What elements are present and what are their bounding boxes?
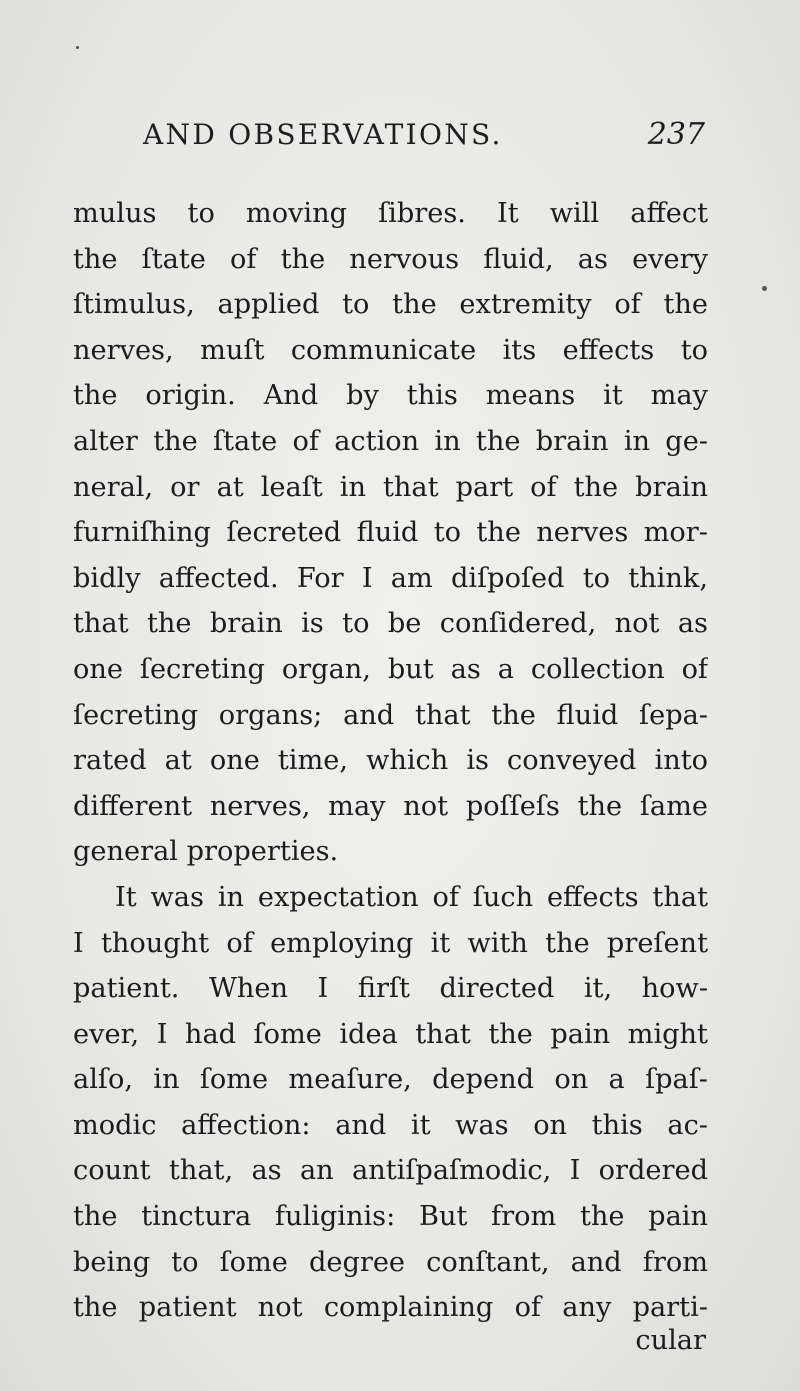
running-head: AND OBSERVATIONS. <box>143 118 503 151</box>
text-line-paragraph-start: It was in expectation of ſuch effects that <box>115 881 708 913</box>
text-line: ſtimulus, applied to the extremity of the <box>73 289 708 321</box>
text-line: being to ſome degree conſtant, and from <box>73 1246 708 1278</box>
text-line: one ſecreting organ, but as a collection of <box>73 653 708 685</box>
text-line: neral, or at leaſt in that part of the brain <box>73 471 708 503</box>
text-line: the tinctura fuliginis: But from the pain <box>73 1201 708 1233</box>
text-line: nerves, muſt communicate its effects to <box>73 334 708 366</box>
text-line: rated at one time, which is conveyed into <box>73 745 708 777</box>
ink-speck <box>762 286 767 291</box>
text-line: the patient not complaining of any parti- <box>73 1292 708 1324</box>
text-line: modic affection: and it was on this ac- <box>73 1109 708 1141</box>
text-line: furniſhing ſecreted fluid to the nerves mor- <box>73 517 708 549</box>
page-number: 237 <box>647 117 705 152</box>
page-header <box>140 112 705 162</box>
text-line: that the brain is to be conſidered, not as <box>73 608 708 640</box>
text-line: ſecreting organs; and that the fluid ſepa- <box>73 699 708 731</box>
text-line: alter the ſtate of action in the brain in ge- <box>73 425 708 457</box>
text-line: count that, as an antiſpaſmodic, I ordered <box>73 1155 708 1187</box>
catchword: cular <box>635 1325 706 1356</box>
text-line: the ſtate of the nervous fluid, as every <box>73 243 708 275</box>
text-line: patient. When I firſt directed it, how- <box>73 973 708 1005</box>
ink-speck <box>76 46 79 49</box>
text-line: ever, I had ſome idea that the pain might <box>73 1018 708 1050</box>
text-line: the origin. And by this means it may <box>73 380 708 412</box>
text-line: mulus to moving ſibres. It will affect <box>73 198 708 229</box>
text-line-paragraph-end: general properties. <box>73 836 339 868</box>
text-line: different nerves, may not poſſeſs the ſame <box>73 790 708 822</box>
text-line: bidly affected. For I am diſpoſed to think, <box>73 562 708 594</box>
text-line: I thought of employing it with the preſent <box>73 927 708 959</box>
body-text <box>73 191 708 1331</box>
text-line: alſo, in ſome meaſure, depend on a ſpaſ- <box>73 1064 708 1096</box>
